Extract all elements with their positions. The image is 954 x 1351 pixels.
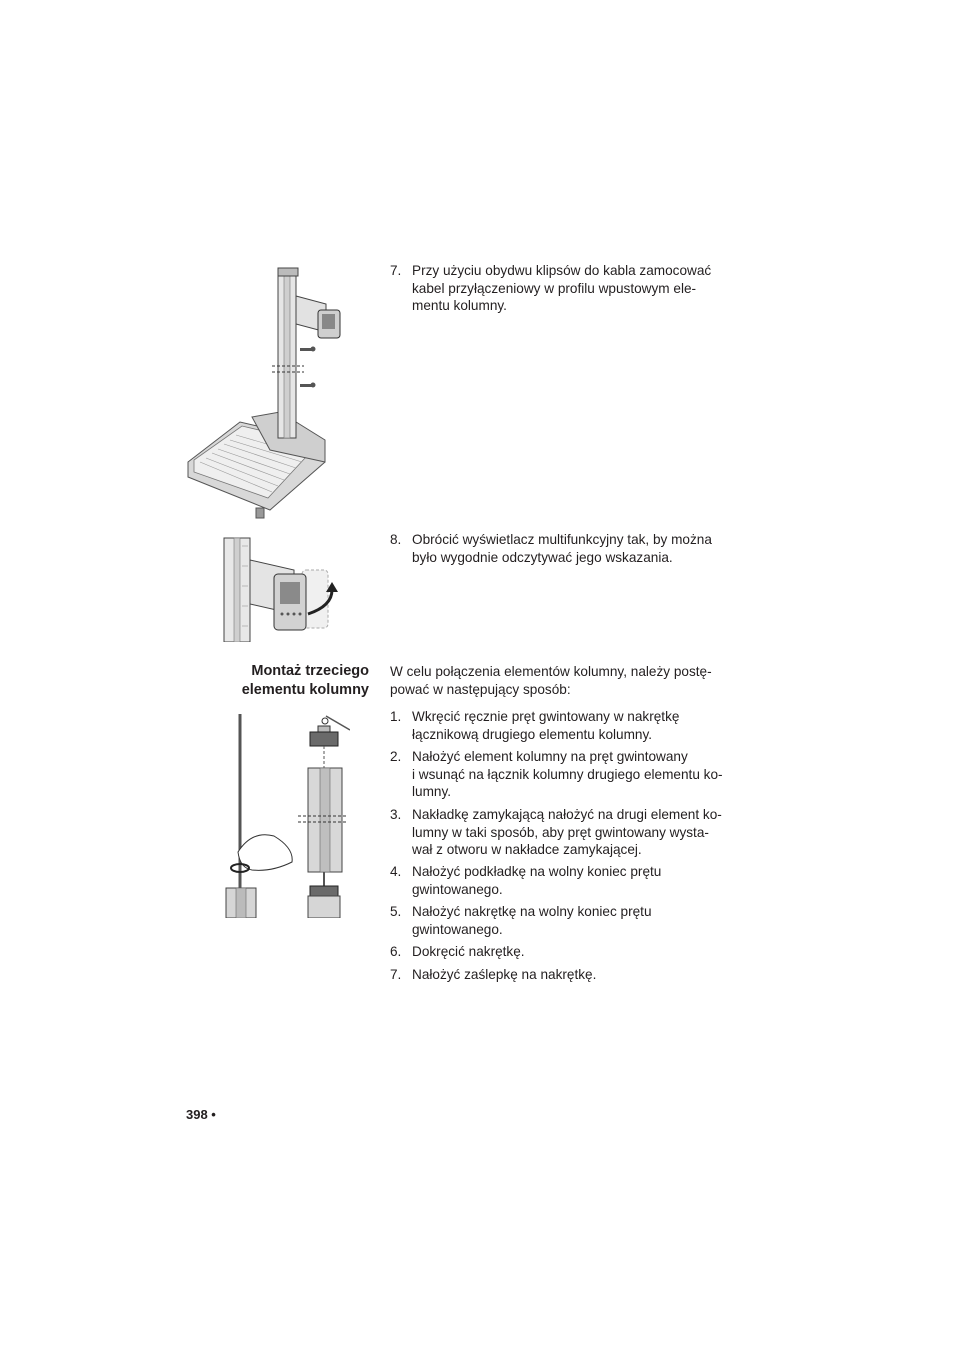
step-text-line: mentu kolumny.: [412, 298, 507, 314]
instruction-step: [390, 966, 735, 984]
step-number: 3.: [390, 807, 402, 822]
instruction-step: [390, 708, 735, 743]
step-text-line: Nakładkę zamykającą nałożyć na drugi element ko-: [412, 807, 722, 822]
step-number: 8.: [390, 532, 402, 547]
step-text-line: Nałożyć zaślepkę na nakrętkę.: [412, 967, 597, 982]
step-number: 7.: [390, 967, 402, 982]
step-number: 4.: [390, 864, 402, 879]
step-text-line: wał z otworu w nakładce zamykającej.: [412, 842, 642, 858]
step-text-line: Przy użyciu obydwu klipsów do kabla zamocować: [412, 263, 712, 278]
step-number: 5.: [390, 904, 402, 919]
step-text-line: i wsunąć na łącznik kolumny drugiego elementu ko-: [412, 766, 723, 782]
step-text-line: gwintowanego.: [412, 881, 503, 897]
step-text-line: Nałożyć nakrętkę na wolny koniec prętu: [412, 904, 652, 919]
instruction-step: [390, 531, 735, 566]
step-text-line: było wygodnie odczytywać jego wskazania.: [412, 549, 673, 565]
display-rotation-illustration: [222, 536, 340, 642]
step-text-line: Nałożyć podkładkę na wolny koniec prętu: [412, 864, 662, 879]
instruction-step: [390, 806, 735, 859]
scale-with-column-illustration: [180, 262, 350, 524]
step-text-line: Nałożyć element kolumny na pręt gwintowany: [412, 749, 688, 764]
step-text-line: gwintowanego.: [412, 921, 503, 937]
section-heading: Montaż trzeciego elementu kolumny: [241, 663, 369, 698]
step-text-line: kabel przyłączeniowy w profilu wpustowym ele-: [412, 280, 697, 296]
instruction-step: [390, 863, 735, 898]
step-number: 1.: [390, 709, 402, 724]
instruction-step: [390, 748, 735, 801]
section-intro: W celu połączenia elementów kolumny, należy postę- pować w następujący sposób:: [390, 664, 712, 697]
step-number: 6.: [390, 944, 402, 959]
step-text-line: lumny.: [412, 784, 452, 800]
step-number: 7.: [390, 263, 402, 278]
step-text-line: łącznikową drugiego elementu kolumny.: [412, 726, 653, 742]
step-text-line: lumny w taki sposób, aby pręt gwintowany wysta-: [412, 824, 709, 840]
step-text-line: Obrócić wyświetlacz multifunkcyjny tak, by można: [412, 532, 712, 547]
instruction-step: [390, 903, 735, 938]
instruction-step: [390, 262, 735, 315]
step-number: 2.: [390, 749, 402, 764]
page-number: 398 •: [186, 1107, 216, 1122]
column-assembly-illustration: [222, 712, 350, 918]
step-text-line: Wkręcić ręcznie pręt gwintowany w nakrętkę: [412, 709, 680, 724]
instruction-step: [390, 943, 735, 961]
step-text-line: Dokręcić nakrętkę.: [412, 944, 525, 959]
